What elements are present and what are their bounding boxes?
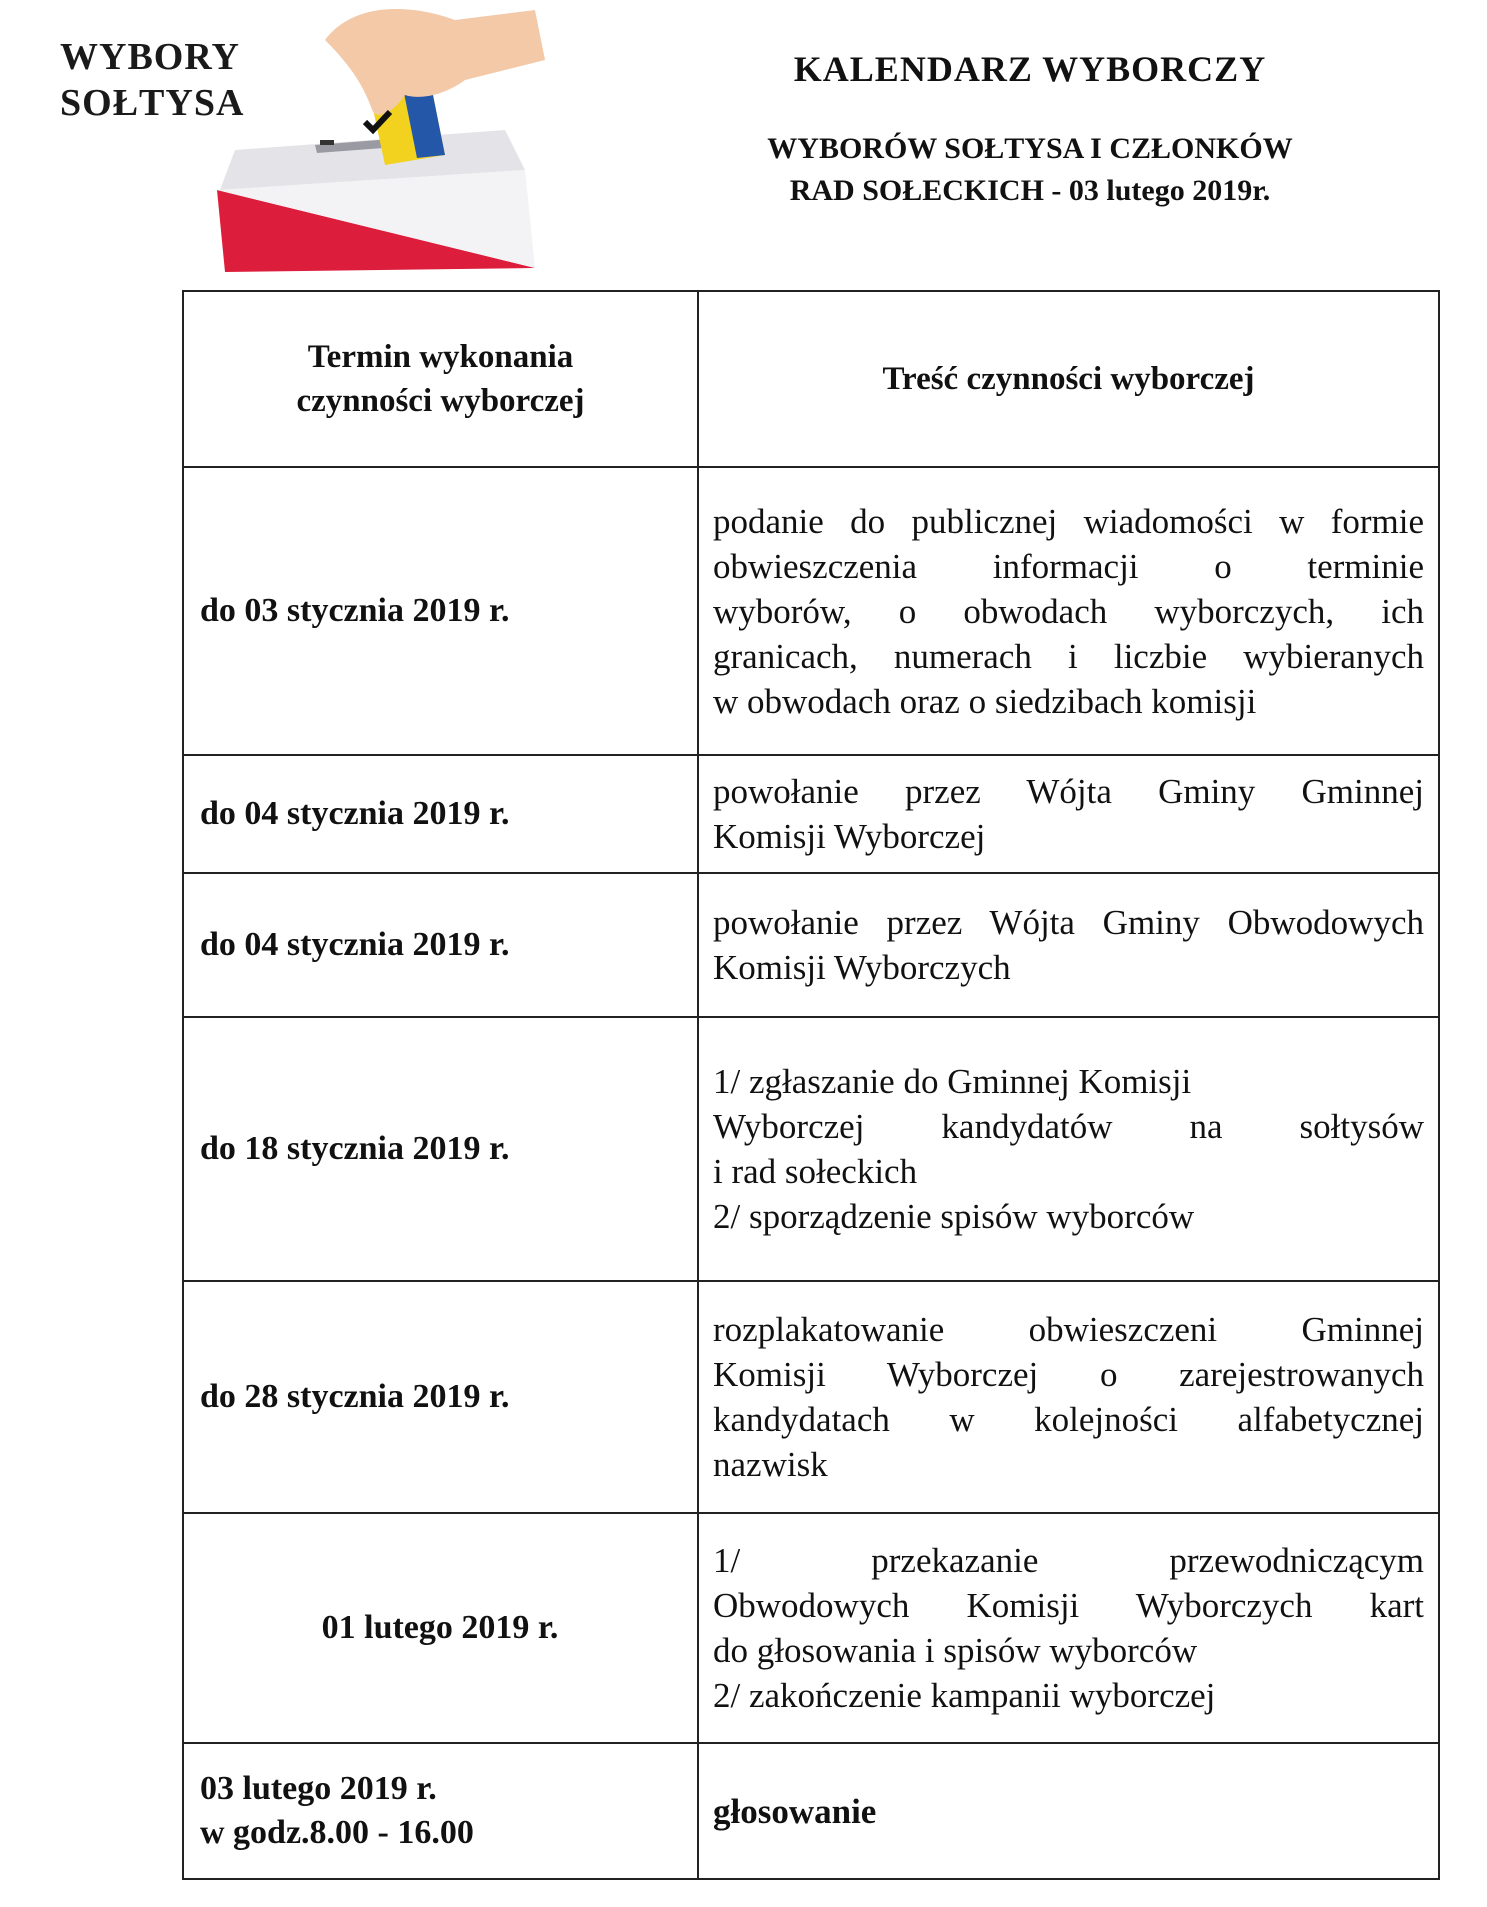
table-row	[183, 1743, 1439, 1879]
row-date: 03 lutego 2019 r. w godz.8.00 - 16.00	[183, 1743, 698, 1879]
election-calendar-table	[182, 290, 1440, 1880]
ballot-box-illustration	[205, 0, 545, 275]
logo-line-1: WYBORY	[60, 36, 240, 78]
hand-icon	[325, 9, 545, 115]
document-subtitle	[700, 128, 1360, 212]
table-row	[183, 1017, 1439, 1281]
table-row	[183, 1513, 1439, 1743]
row-description: rozplakatowanie obwieszczeni Gminnej Komisji Wyborczej o zarejestrowanych kandydatach w kolejności alfabetycznej nazwisk	[698, 1281, 1439, 1513]
row-description: podanie do publicznej wiadomości w formie obwieszczenia informacji o terminie wyborów, o obwodach wyborczych, ich granicach, numerach i liczbie wybieranych w obwodach oraz o siedzibach komisji	[698, 467, 1439, 755]
row-date: do 28 stycznia 2019 r.	[183, 1281, 698, 1513]
row-description: 1/ zgłaszanie do Gminnej Komisji Wyborczej kandydatów na sołtysów i rad sołeckich 2/ sporządzenie spisów wyborców	[698, 1017, 1439, 1281]
table-row	[183, 1281, 1439, 1513]
row-date: do 04 stycznia 2019 r.	[183, 755, 698, 873]
row-description: powołanie przez Wójta Gminy Gminnej Komisji Wyborczej	[698, 755, 1439, 873]
row-date: 01 lutego 2019 r.	[183, 1513, 698, 1743]
row-description: powołanie przez Wójta Gminy Obwodowych Komisji Wyborczych	[698, 873, 1439, 1017]
subtitle-line-1: WYBORÓW SOŁTYSA I CZŁONKÓW	[767, 132, 1293, 165]
row-date: do 04 stycznia 2019 r.	[183, 873, 698, 1017]
row-date: do 03 stycznia 2019 r.	[183, 467, 698, 755]
row-date: do 18 stycznia 2019 r.	[183, 1017, 698, 1281]
header-content: Treść czynności wyborczej	[698, 291, 1439, 467]
table-header-row	[183, 291, 1439, 467]
document-title: KALENDARZ WYBORCZY	[793, 49, 1267, 89]
row-description: 1/ przekazanie przewodniczącym Obwodowych Komisji Wyborczych kart do głosowania i spisów wyborców 2/ zakończenie kampanii wyborczej	[698, 1513, 1439, 1743]
table-row	[183, 873, 1439, 1017]
row-description: głosowanie	[698, 1743, 1439, 1879]
subtitle-line-2: RAD SOŁECKICH - 03 lutego 2019r.	[789, 174, 1271, 207]
logo-line-2: SOŁTYSA	[60, 82, 245, 124]
header-term: Termin wykonania czynności wyborczej	[183, 291, 698, 467]
table-row	[183, 467, 1439, 755]
table-row	[183, 755, 1439, 873]
